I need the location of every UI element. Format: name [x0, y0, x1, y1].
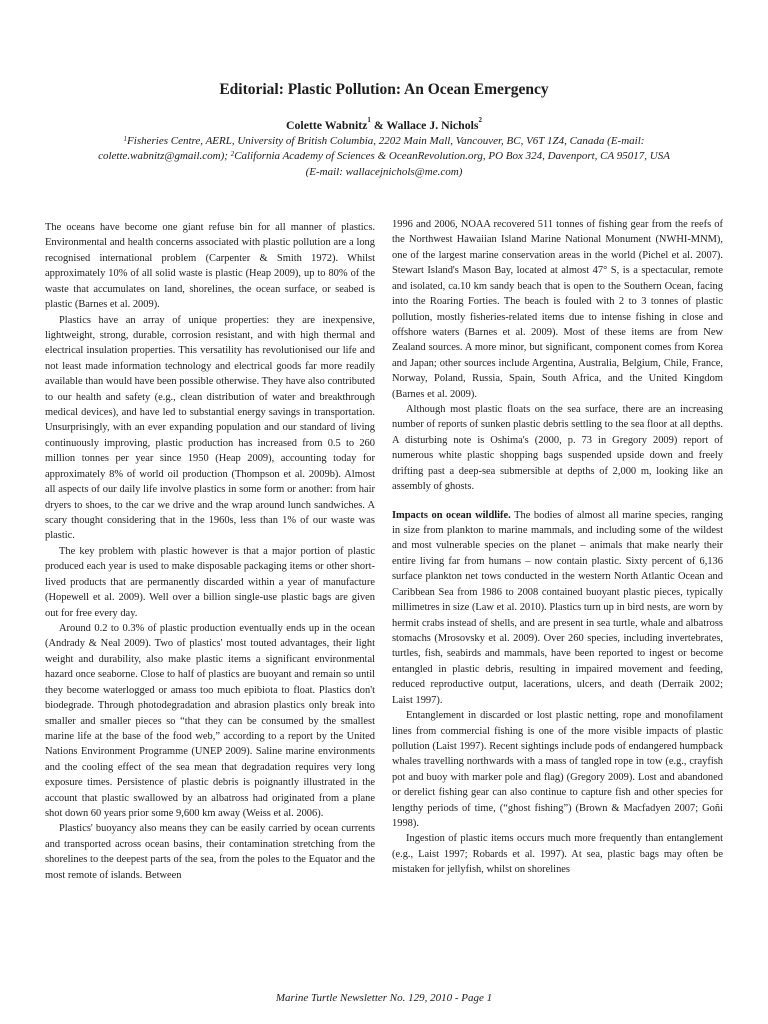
affiliation-superscript: 1: [123, 135, 128, 143]
author-name: Wallace J. Nichols: [386, 118, 479, 132]
author-superscript: 2: [478, 116, 482, 124]
author-affiliations: [90, 134, 678, 180]
paragraph: The oceans have become one giant refuse bin for all manner of plastics. Environmental and health concerns associated with plastic pollution are a long recognised international problem (Carpenter & Smith 1972). Whilst approximately 10% of all solid waste is plastic (Heap 2009), up to 80% of the waste that accumulates on land, shorelines, the ocean surface, or seabed is plastic (Barnes et al. 2009).: [45, 222, 375, 311]
author-separator: &: [370, 118, 387, 132]
paragraph: The key problem with plastic however is that a major portion of plastic produced each year is used to make disposable packaging items or other short-lived products that are permanently discarded within a year of manufacture (Hopewell et al. 2009). Well over a billion single-use plastic bags are given out for free every day.: [45, 545, 375, 619]
author-line: [0, 118, 768, 133]
paragraph: Around 0.2 to 0.3% of plastic production eventually ends up in the ocean (Andrady & Neal 2009). Two of plastics' most touted advantages, their light weight and durability, also make plastic items a significant environmental hazard once seaborne. Close to half of plastics are buoyant and remain so until they become waterlogged or amass too much epibiota to float. Plastics don't biodegrade. Through photodegradation and abrasion plastics only break into smaller and smaller pieces so “that they can be consumed by the smallest marine life at the base of the food web,” according to a report by the United Nations Environment Programme (UNEP 2009). Saline marine environments and the cooling effect of the sea mean that degradation requires very long exposure times. Persistence of plastic debris is poignantly illustrated in the account that plastic swallowed by an albatross had originated from a plane shot down 60 years prior some 9,600 km away (Weiss et al. 2006).: [45, 622, 375, 820]
article-title: Editorial: Plastic Pollution: An Ocean Emergency: [219, 81, 549, 98]
author-name: Colette Wabnitz: [286, 118, 368, 132]
paragraph: Plastics have an array of unique properties: they are inexpensive, lightweight, strong, durable, corrosion resistant, and with high thermal and electrical insulation properties. This versatility has revolutionised our life and not least made information technology and electrical goods far more readily available than would have been possible otherwise. They have also contributed to our health and safety (e.g., clean distribution of water and breakthrough medical devices), and have led to substantial energy savings in transportation. Unsurprisingly, with an ever expanding population and our standard of living continuously improving, plastic production has increased from 0.5 to 260 million tonnes per year since 1950 (Heap 2009), accounting today for approximately 8% of world oil production (Thompson et al. 2009b). Almost all aspects of our daily life involve plastics in some form or another: from hair dryers to shoes, to the car we drive and the wrap around lunch sandwiches. A scary thought considering that in the 1960s, less than 1% of our waste was plastic.: [45, 314, 375, 542]
affiliation-superscript: 2: [230, 150, 235, 159]
paragraph: Although most plastic floats on the sea surface, there are an increasing number of reports of sunken plastic debris settling to the sea floor at all depths. A disturbing note is Oshima's (2000, p. 73 in Gregory 2009) report of numerous white plastic shopping bags suspended upside down and freely drifting past a deep-sea submersible at depths of 2,000 m, looking like an assembly of ghosts.: [392, 404, 723, 493]
left-column: [45, 220, 375, 883]
paragraph: Entanglement in discarded or lost plastic netting, rope and monofilament lines from commercial fishing is one of the more visible impacts of plastic pollution (Laist 1997). Recent sightings include pods of endangered humpback whales travelling northwards with a mass of tangled rope in tow (e.g., crayfish pot and buoy with marker pole and flag) (Gregory 2009). Lost and abandoned or derelict fishing gear can also continue to capture fish and other species for lengthy periods of time, (“ghost fishing”) (Brown & Macfadyen 2007; Goñi 1998).: [392, 710, 723, 830]
affiliation-text: Fisheries Centre, AERL, University of British Columbia, 2202 Main Mall, Vancouver, BC, V6T 1Z4, Canada (E-mail: colette.wabnitz@gmail.com);: [98, 135, 645, 163]
section-paragraph: [392, 508, 723, 708]
paragraph: 1996 and 2006, NOAA recovered 511 tonnes of fishing gear from the reefs of the Northwest Hawaiian Island Marine National Monument (NWHI-MNM), one of the largest marine conservation areas in the world (Pichel et al. 2007). Stewart Island's Mason Bay, located at almost 47° S, is a spectacular, remote and isolated, ca.10 km sandy beach that is open to the Southern Ocean, facing into the Roaring Forties. The beach is fouled with 2 to 3 tonnes of plastic pollution, mostly fisheries-related items due to intense fishing in close and offshore waters (Barnes et al. 2009). Most of these items are from New Zealand sources. A more minor, but significant, component comes from Korea and Japan; other sources include Argentina, Australia, Belgium, Chile, France, Norway, Poland, Russia, Spain, South Africa, and the United Kingdom (Barnes et al. 2009).: [392, 219, 723, 400]
right-column: [392, 217, 723, 878]
paragraph-text: The bodies of almost all marine species, ranging in size from plankton to marine mammals, and including some of the wildest and most vulnerable species on the planet – animals that make nearly their entire living far from humans – now contain plastic. Sixty percent of 6,136 surface plankton net tows conducted in the western North Atlantic Ocean and Caribbean Sea from 1986 to 2008 contained buoyant plastic pieces, typically millimetres in size (Law et al. 2010). Plastics turn up in bird nests, are worn by hermit crabs instead of shells, and are present in sea turtle, whale and albatross stomachs (Mrosovsky et al. 2009). Over 260 species, including invertebrates, turtles, fish, seabirds and mammals, have been reported to ingest or become entangled in plastic debris, resulting in impaired movement and feeding, reduced reproductive output, lacerations, ulcers, and death (Derraik 2002; Laist 1997).: [392, 509, 723, 706]
paragraph: Plastics' buoyancy also means they can be easily carried by ocean currents and transported across ocean basins, their contamination stretching from the shorelines to the deepest parts of the sea, from the poles to the Equator and the most remote of islands. Between: [45, 823, 375, 881]
page-footer: Marine Turtle Newsletter No. 129, 2010 - Page 1: [275, 992, 493, 1004]
affiliation-text: California Academy of Sciences & OceanRevolution.org, PO Box 324, Davenport, CA 95017, USA (E-mail: wallacejnichols@me.com): [234, 150, 670, 178]
author-superscript: 1: [367, 116, 371, 124]
section-heading: Impacts on ocean wildlife.: [392, 509, 511, 521]
paragraph: Ingestion of plastic items occurs much more frequently than entanglement (e.g., Laist 1997; Robards et al. 1997). At sea, plastic bags may often be mistaken for jellyfish, whilst on shorelines: [392, 833, 723, 876]
